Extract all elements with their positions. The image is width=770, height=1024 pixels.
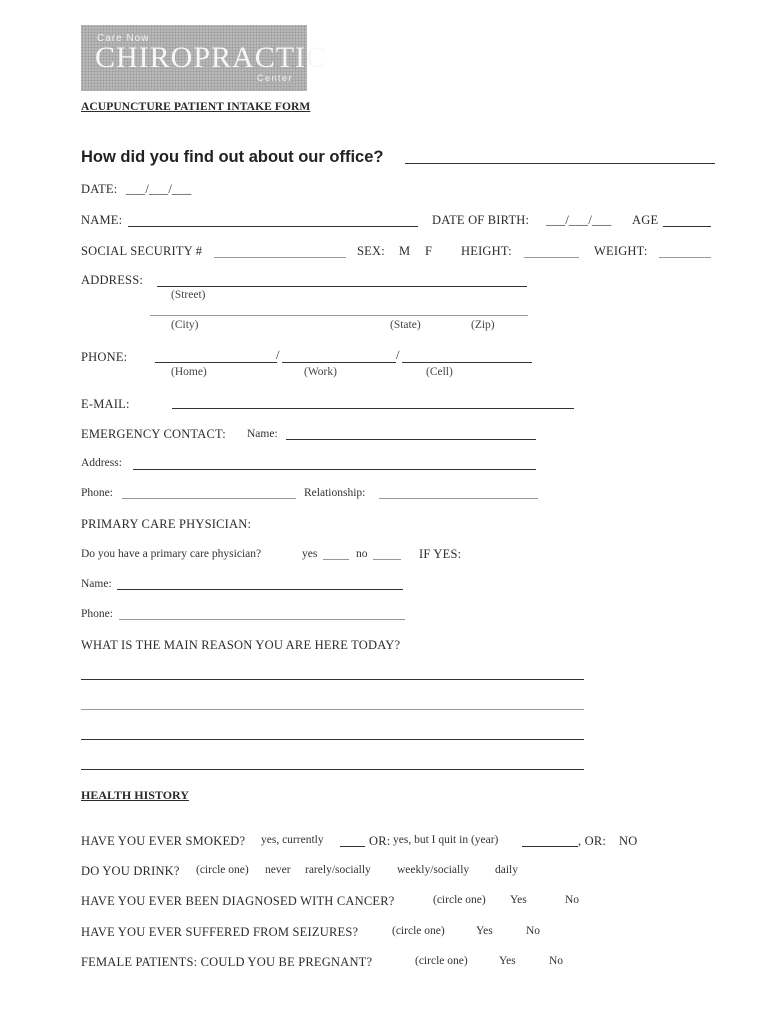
- main-reason-question: WHAT IS THE MAIN REASON YOU ARE HERE TODAY?: [81, 638, 401, 652]
- find-office-answer-field[interactable]: [405, 163, 715, 164]
- logo-main-text: CHIROPRACTIC: [95, 41, 328, 74]
- smoked-or-1: OR:: [369, 834, 391, 848]
- pcp-question: Do you have a primary care physician?: [81, 548, 262, 560]
- cancer-option-no[interactable]: No: [565, 894, 580, 906]
- home-phone-field[interactable]: [155, 362, 277, 363]
- pcp-name-field[interactable]: [117, 589, 403, 590]
- seizures-option-no[interactable]: No: [526, 925, 541, 937]
- cell-phone-field[interactable]: [402, 362, 532, 363]
- weight-field[interactable]: [659, 257, 711, 258]
- drink-question: DO YOU DRINK?: [81, 864, 180, 878]
- pcp-phone-label: Phone:: [81, 608, 113, 620]
- smoked-option-current: yes, currently: [261, 834, 324, 846]
- height-field[interactable]: [524, 257, 579, 258]
- name-label: NAME:: [81, 213, 123, 227]
- smoked-option-quit: yes, but I quit in (year): [393, 834, 499, 846]
- seizures-hint: (circle one): [392, 925, 445, 937]
- street-hint: (Street): [171, 289, 206, 301]
- smoked-current-field[interactable]: [340, 846, 365, 847]
- relationship-label: Relationship:: [304, 487, 366, 499]
- main-reason-line-2[interactable]: [81, 709, 584, 710]
- pcp-label: PRIMARY CARE PHYSICIAN:: [81, 517, 252, 531]
- cancer-hint: (circle one): [433, 894, 486, 906]
- pregnant-hint: (circle one): [415, 955, 468, 967]
- main-reason-line-4[interactable]: [81, 769, 584, 770]
- drink-option-weekly[interactable]: weekly/socially: [397, 864, 470, 876]
- emergency-phone-field[interactable]: [122, 498, 296, 499]
- date-label: DATE:: [81, 182, 118, 196]
- phone-label: PHONE:: [81, 350, 128, 364]
- dob-field[interactable]: ___/___/___: [546, 213, 612, 227]
- email-field[interactable]: [172, 408, 574, 409]
- pregnant-option-yes[interactable]: Yes: [499, 955, 516, 967]
- logo-top-text: Care Now: [97, 33, 150, 44]
- logo-sub-text: Center: [256, 73, 293, 83]
- drink-hint: (circle one): [196, 864, 249, 876]
- pregnant-question: FEMALE PATIENTS: COULD YOU BE PREGNANT?: [81, 955, 373, 969]
- dob-label: DATE OF BIRTH:: [432, 213, 530, 227]
- main-reason-line-1[interactable]: [81, 679, 584, 680]
- emergency-name-label: Name:: [247, 428, 278, 440]
- pcp-if-yes-label: IF YES:: [419, 547, 462, 561]
- email-label: E-MAIL:: [81, 397, 130, 411]
- sex-label: SEX:: [357, 244, 385, 258]
- emergency-address-label: Address:: [81, 457, 122, 469]
- phone-separator: /: [276, 348, 280, 362]
- main-reason-line-3[interactable]: [81, 739, 584, 740]
- ssn-label: SOCIAL SECURITY #: [81, 244, 203, 258]
- age-field[interactable]: [663, 226, 711, 227]
- drink-option-rarely[interactable]: rarely/socially: [305, 864, 371, 876]
- ssn-field[interactable]: [214, 257, 346, 258]
- relationship-field[interactable]: [379, 498, 538, 499]
- state-hint: (State): [390, 319, 421, 331]
- height-label: HEIGHT:: [461, 244, 512, 258]
- work-phone-field[interactable]: [282, 362, 396, 363]
- smoked-quit-year-field[interactable]: [522, 846, 578, 847]
- pcp-name-label: Name:: [81, 578, 112, 590]
- seizures-question: HAVE YOU EVER SUFFERED FROM SEIZURES?: [81, 925, 359, 939]
- sex-option-f[interactable]: F: [425, 244, 433, 258]
- phone-separator: /: [396, 348, 400, 362]
- pcp-yes-field[interactable]: [323, 559, 349, 560]
- zip-hint: (Zip): [471, 319, 495, 331]
- smoked-option-no[interactable]: NO: [619, 834, 638, 848]
- cancer-question: HAVE YOU EVER BEEN DIAGNOSED WITH CANCER?: [81, 894, 395, 908]
- date-field[interactable]: ___/___/___: [126, 182, 192, 196]
- emergency-address-field[interactable]: [133, 469, 536, 470]
- seizures-option-yes[interactable]: Yes: [476, 925, 493, 937]
- pcp-no-field[interactable]: [373, 559, 401, 560]
- street-field[interactable]: [157, 286, 527, 287]
- drink-option-never[interactable]: never: [265, 864, 291, 876]
- smoked-or-2: , OR:: [578, 834, 607, 848]
- weight-label: WEIGHT:: [594, 244, 648, 258]
- pregnant-option-no[interactable]: No: [549, 955, 564, 967]
- work-hint: (Work): [304, 366, 337, 378]
- address-label: ADDRESS:: [81, 273, 144, 287]
- home-hint: (Home): [171, 366, 207, 378]
- pcp-no-option: no: [356, 548, 368, 560]
- emergency-phone-label: Phone:: [81, 487, 113, 499]
- city-hint: (City): [171, 319, 199, 331]
- city-state-zip-field[interactable]: [150, 315, 528, 316]
- form-title: ACUPUNCTURE PATIENT INTAKE FORM: [81, 101, 311, 113]
- age-label: AGE: [632, 213, 659, 227]
- emergency-contact-label: EMERGENCY CONTACT:: [81, 427, 226, 441]
- name-field[interactable]: [128, 226, 418, 227]
- clinic-logo: [81, 25, 328, 91]
- find-office-question: How did you find out about our office?: [81, 148, 384, 166]
- emergency-name-field[interactable]: [286, 439, 536, 440]
- sex-option-m[interactable]: M: [399, 244, 411, 258]
- smoked-question: HAVE YOU EVER SMOKED?: [81, 834, 246, 848]
- cancer-option-yes[interactable]: Yes: [510, 894, 527, 906]
- cell-hint: (Cell): [426, 366, 453, 378]
- pcp-yes-option: yes: [302, 548, 318, 560]
- health-history-heading: HEALTH HISTORY: [81, 788, 189, 802]
- pcp-phone-field[interactable]: [119, 619, 405, 620]
- drink-option-daily[interactable]: daily: [495, 864, 518, 876]
